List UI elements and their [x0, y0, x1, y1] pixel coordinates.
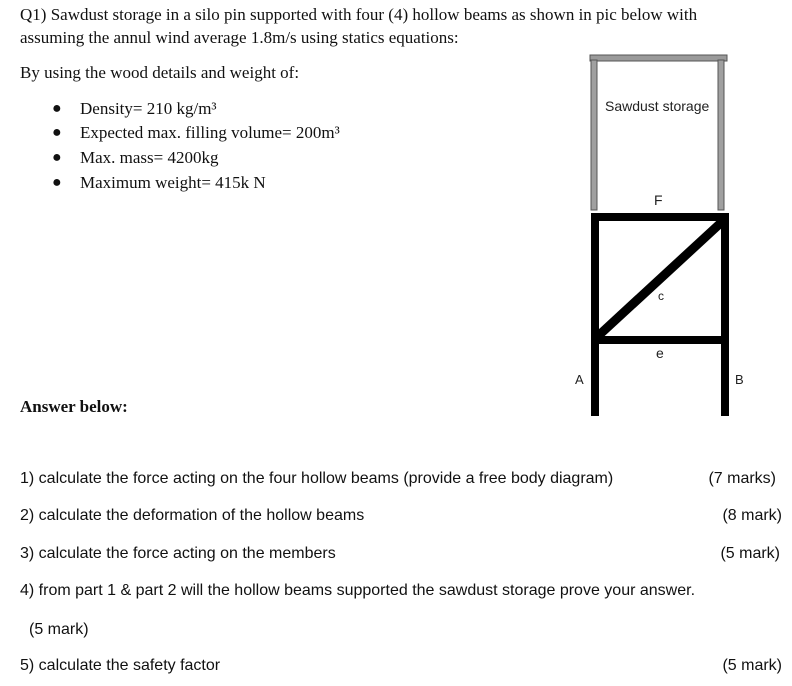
bullet-dot: ● — [52, 100, 62, 117]
silo-container — [590, 55, 727, 210]
list-item: Expected max. filling volume= 200m³ — [80, 123, 340, 142]
top-member — [591, 213, 729, 221]
task-1-marks: (7 marks) — [708, 470, 776, 487]
task-2: 2) calculate the deformation of the hollow beams — [20, 507, 365, 524]
task-2-marks: (8 mark) — [722, 507, 782, 524]
task-3: 3) calculate the force acting on the members — [20, 545, 336, 562]
task-5-marks: (5 mark) — [722, 657, 782, 674]
task-4-marks: (5 mark) — [29, 621, 89, 638]
list-item: Maximum weight= 415k N — [80, 173, 266, 192]
question-line-1: Q1) Sawdust storage in a silo pin supported with four (4) hollow beams as shown in pic below with — [20, 5, 698, 24]
label-a: A — [575, 372, 584, 387]
label-b: B — [735, 372, 744, 387]
storage-label: Sawdust storage — [605, 98, 710, 114]
intro-text: By using the wood details and weight of: — [20, 63, 300, 82]
left-beam — [591, 213, 599, 416]
bullet-dot: ● — [52, 124, 62, 141]
task-3-marks: (5 mark) — [720, 545, 780, 562]
middle-member — [591, 336, 729, 344]
list-item: Max. mass= 4200kg — [80, 148, 219, 167]
task-4: 4) from part 1 & part 2 will the hollow beams supported the sawdust storage prove your answer. — [20, 582, 696, 599]
list-item: Density= 210 kg/m³ — [80, 99, 217, 118]
label-c: c — [658, 289, 664, 303]
bullet-dot: ● — [52, 149, 62, 166]
bullet-dot: ● — [52, 174, 62, 191]
task-5: 5) calculate the safety factor — [20, 657, 221, 674]
silo-left-wall — [591, 60, 597, 210]
task-1: 1) calculate the force acting on the four hollow beams (provide a free body diagram) — [20, 470, 614, 487]
right-beam — [721, 213, 729, 416]
truss-frame — [591, 213, 729, 416]
answer-label: Answer below: — [20, 397, 128, 416]
silo-top — [590, 55, 727, 61]
question-line-2: assuming the annul wind average 1.8m/s using statics equations: — [20, 28, 459, 47]
label-f: F — [654, 192, 663, 208]
diagonal-member — [597, 219, 725, 337]
silo-right-wall — [718, 60, 724, 210]
label-e: e — [656, 345, 664, 361]
